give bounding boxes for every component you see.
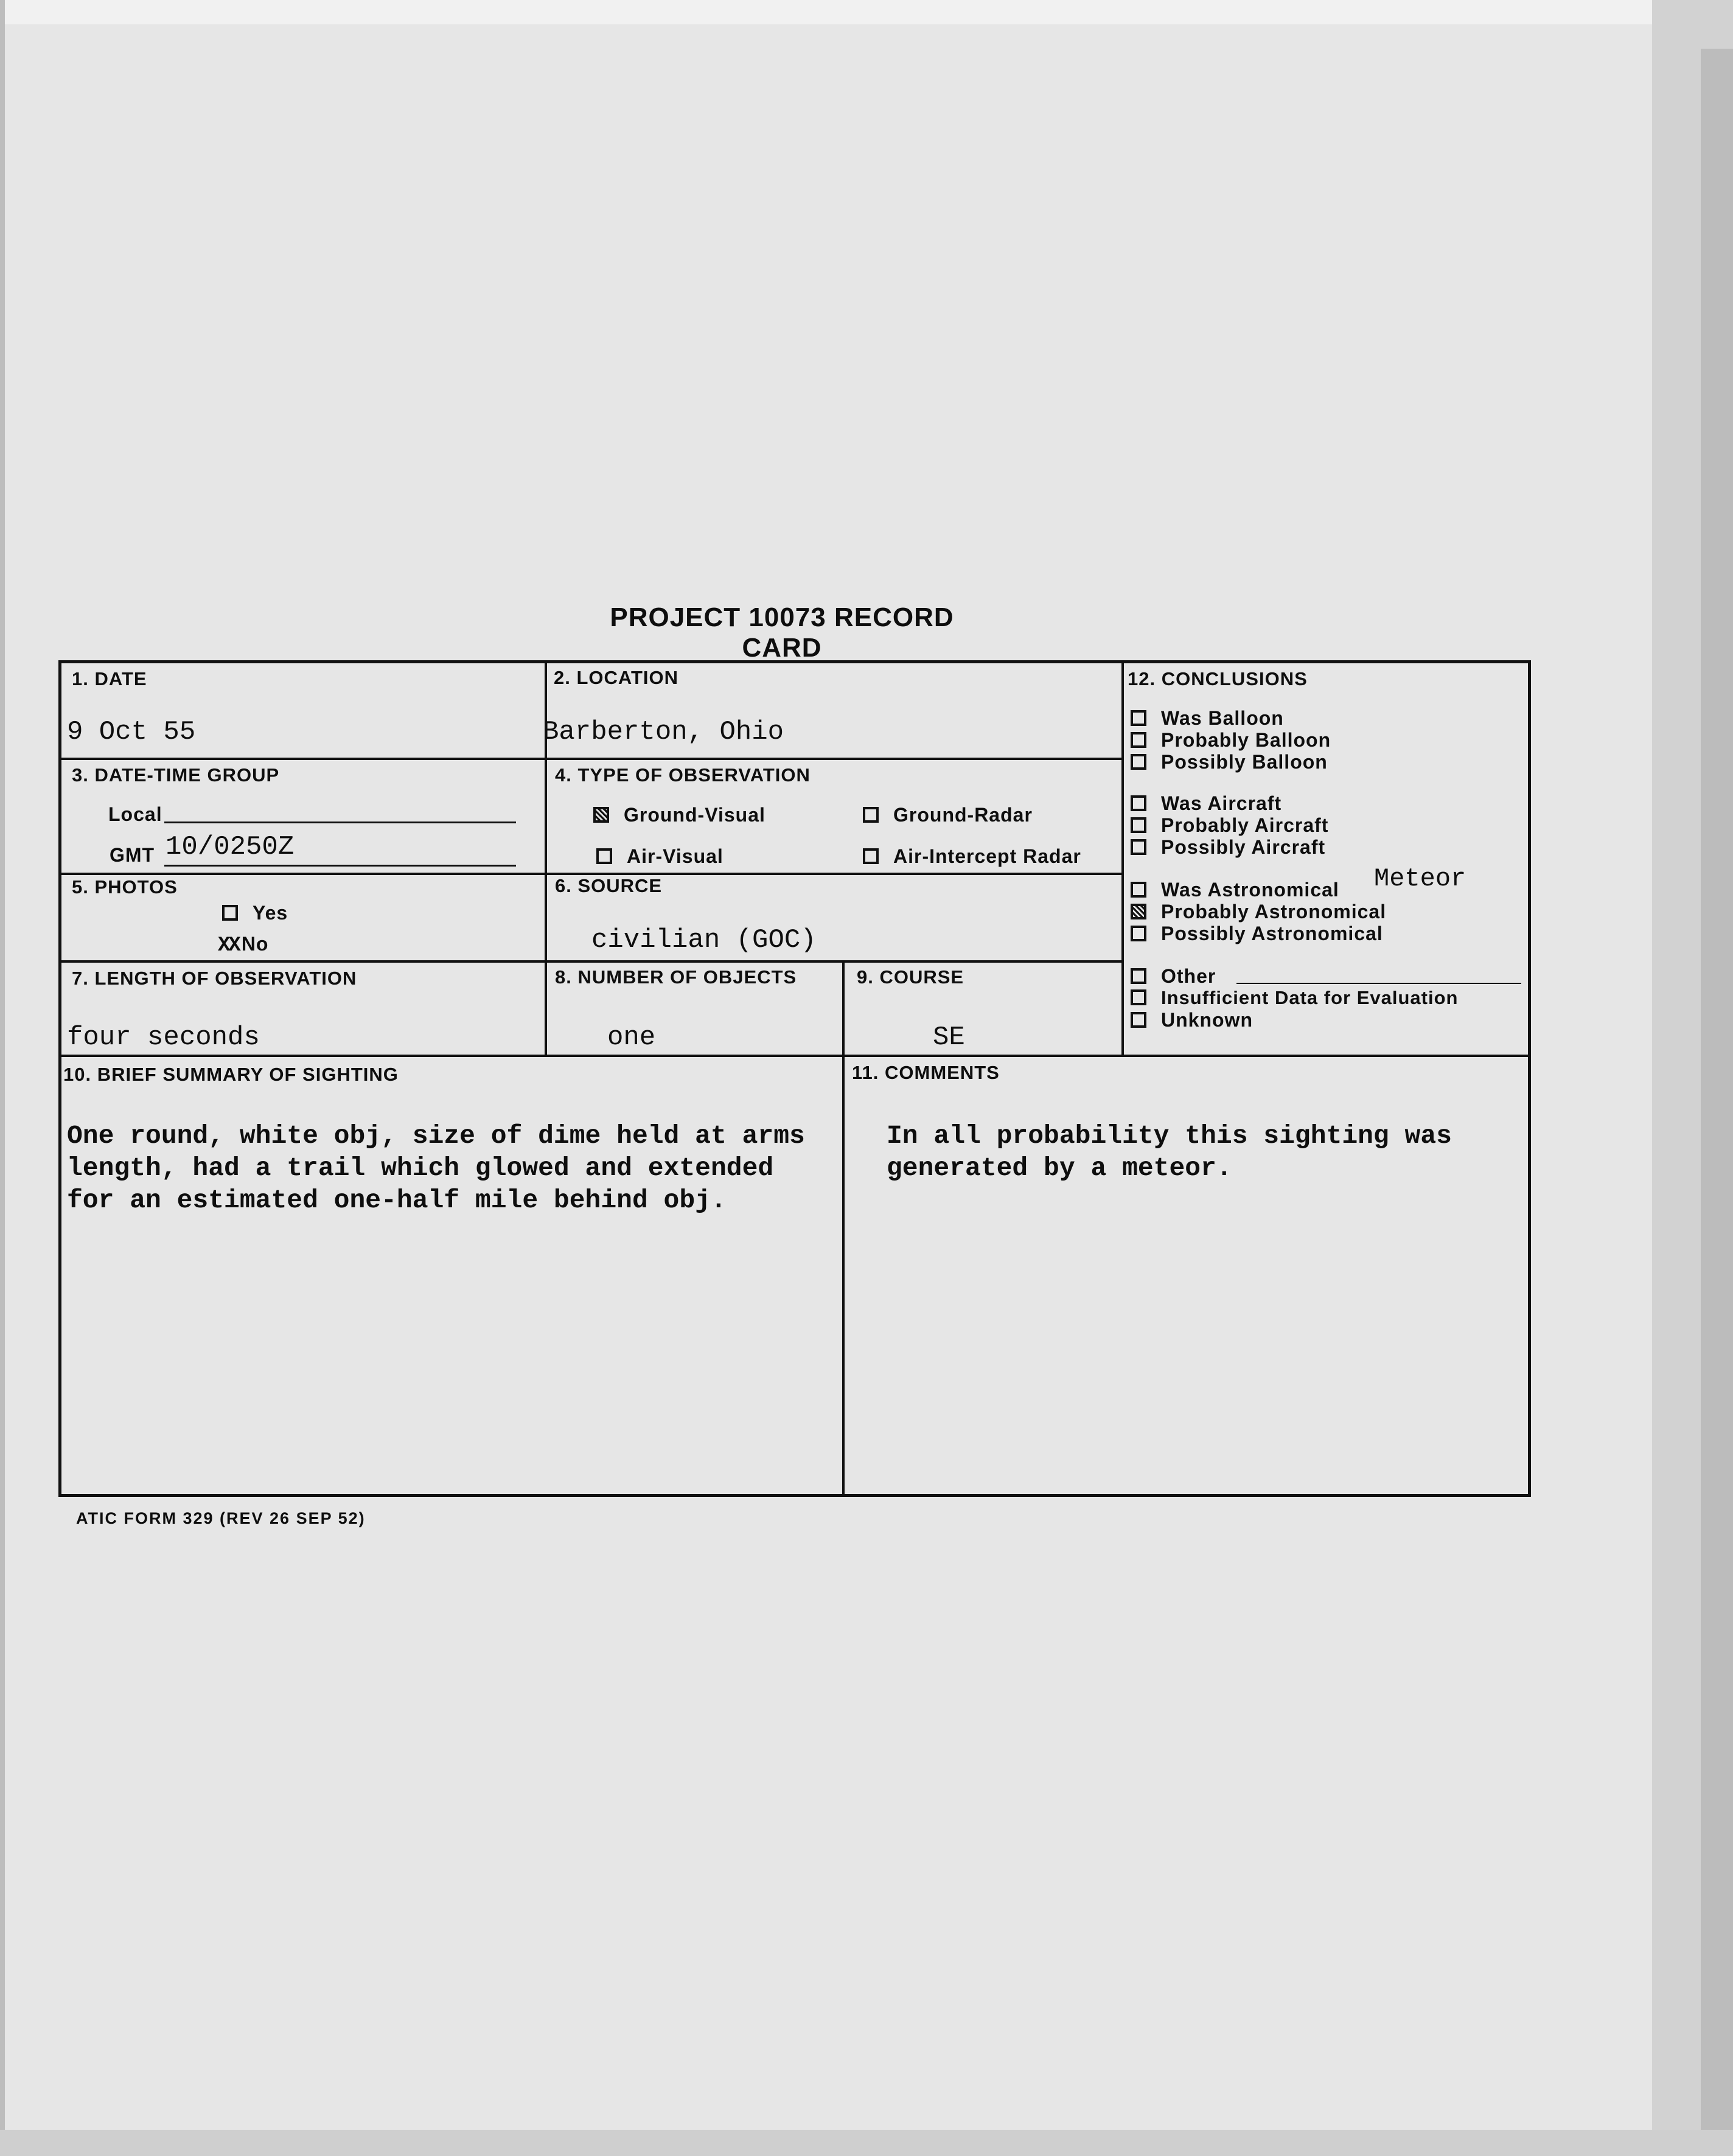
checkbox bbox=[1131, 795, 1146, 811]
observation-type-label: 4. TYPE OF OBSERVATION bbox=[555, 764, 811, 786]
date-value: 9 Oct 55 bbox=[67, 717, 196, 747]
checkbox bbox=[863, 848, 879, 864]
gmt-label: GMT bbox=[110, 844, 155, 866]
obs-air-visual bbox=[596, 845, 724, 868]
conclusion-text: Other bbox=[1161, 965, 1216, 987]
grid-line bbox=[58, 960, 1123, 963]
photos-no bbox=[218, 933, 268, 957]
checkbox bbox=[1131, 926, 1146, 941]
grid-line bbox=[1121, 660, 1124, 1056]
conclusion-item bbox=[1131, 792, 1281, 815]
conclusion-text: Was Astronomical bbox=[1161, 879, 1339, 901]
source-value: civilian (GOC) bbox=[591, 925, 817, 955]
location-label: 2. LOCATION bbox=[554, 667, 679, 688]
photos-no-label: No bbox=[241, 933, 269, 955]
summary-line: One round, white obj, size of dime held at arms bbox=[67, 1121, 805, 1151]
conclusion-item bbox=[1131, 707, 1284, 730]
obs-option-label: Air-Visual bbox=[627, 845, 724, 867]
conclusion-text: Insufficient Data for Evaluation bbox=[1161, 987, 1459, 1008]
conclusion-text: Unknown bbox=[1161, 1009, 1253, 1031]
obs-option-label: Air-Intercept Radar bbox=[893, 845, 1081, 867]
obs-ground-radar bbox=[863, 804, 1033, 826]
scan-bottom-edge bbox=[0, 2130, 1733, 2156]
source-label: 6. SOURCE bbox=[555, 875, 663, 896]
photos-label: 5. PHOTOS bbox=[72, 876, 178, 898]
conclusions-label: 12. CONCLUSIONS bbox=[1128, 668, 1308, 689]
course-value: SE bbox=[933, 1022, 965, 1053]
conclusion-item bbox=[1131, 987, 1458, 1009]
scan-right-edge-shadow bbox=[1701, 49, 1733, 2156]
conclusion-text: Possibly Astronomical bbox=[1161, 923, 1383, 944]
date-label: 1. DATE bbox=[72, 668, 147, 689]
conclusion-text: Probably Aircraft bbox=[1161, 814, 1329, 836]
objects-value: one bbox=[607, 1022, 656, 1053]
checkbox bbox=[222, 905, 238, 921]
conclusion-text: Probably Balloon bbox=[1161, 729, 1331, 751]
grid-line bbox=[842, 960, 845, 1497]
local-label: Local bbox=[108, 803, 162, 825]
conclusion-text: Possibly Balloon bbox=[1161, 751, 1328, 773]
obs-air-intercept-radar bbox=[863, 845, 1081, 868]
conclusion-item bbox=[1131, 836, 1325, 859]
form-footer: ATIC FORM 329 (REV 26 SEP 52) bbox=[76, 1509, 366, 1527]
conclusion-text: Possibly Aircraft bbox=[1161, 836, 1326, 858]
photos-yes bbox=[222, 902, 288, 924]
card-title: PROJECT 10073 RECORD CARD bbox=[610, 602, 954, 663]
comments-line: In all probability this sighting was bbox=[887, 1121, 1452, 1151]
summary-line: length, had a trail which glowed and extended bbox=[67, 1153, 774, 1183]
photos-yes-label: Yes bbox=[253, 902, 288, 924]
checkbox bbox=[1131, 817, 1146, 833]
other-underline bbox=[1236, 983, 1521, 984]
comments-label: 11. COMMENTS bbox=[852, 1062, 1000, 1083]
conclusion-item bbox=[1131, 751, 1328, 773]
length-value: four seconds bbox=[67, 1022, 260, 1053]
conclusion-item bbox=[1131, 729, 1331, 752]
checkbox bbox=[1131, 732, 1146, 748]
obs-option-label: Ground-Visual bbox=[624, 804, 765, 826]
checkbox bbox=[863, 807, 879, 823]
dtg-label: 3. DATE-TIME GROUP bbox=[72, 764, 280, 786]
gmt-underline bbox=[164, 865, 516, 867]
conclusion-text: Was Aircraft bbox=[1161, 792, 1282, 814]
course-label: 9. COURSE bbox=[857, 966, 964, 988]
checkbox-checked bbox=[1131, 904, 1146, 919]
conclusion-text: Was Balloon bbox=[1161, 707, 1284, 729]
checkbox bbox=[1131, 839, 1146, 855]
location-value: Barberton, Ohio bbox=[543, 717, 784, 747]
length-label: 7. LENGTH OF OBSERVATION bbox=[72, 968, 357, 989]
summary-label: 10. BRIEF SUMMARY OF SIGHTING bbox=[63, 1064, 399, 1085]
obs-option-label: Ground-Radar bbox=[893, 804, 1033, 826]
scan-left-edge bbox=[0, 0, 5, 2156]
conclusion-item bbox=[1131, 879, 1339, 901]
conclusion-item bbox=[1131, 1009, 1253, 1031]
local-underline bbox=[164, 822, 516, 823]
scan-top-band bbox=[0, 0, 1733, 24]
conclusion-item bbox=[1131, 923, 1383, 945]
obs-ground-visual bbox=[593, 804, 765, 826]
checkbox bbox=[1131, 754, 1146, 770]
conclusion-item bbox=[1131, 965, 1216, 988]
checkbox bbox=[1131, 989, 1146, 1005]
checkbox bbox=[596, 848, 612, 864]
grid-line bbox=[58, 758, 1123, 760]
conclusion-text: Probably Astronomical bbox=[1161, 901, 1387, 923]
conclusion-item bbox=[1131, 901, 1386, 923]
checkbox bbox=[1131, 882, 1146, 898]
typed-x-mark: XX bbox=[218, 934, 239, 957]
summary-line: for an estimated one-half mile behind obj. bbox=[67, 1185, 727, 1215]
conclusion-item bbox=[1131, 814, 1328, 837]
grid-line bbox=[58, 1055, 1531, 1057]
checkbox bbox=[1131, 968, 1146, 984]
checkbox bbox=[1131, 710, 1146, 726]
conclusion-annotation: Meteor bbox=[1374, 864, 1466, 893]
objects-label: 8. NUMBER OF OBJECTS bbox=[555, 966, 797, 988]
gmt-value: 10/0250Z bbox=[166, 832, 295, 862]
checkbox-checked bbox=[593, 807, 609, 823]
comments-line: generated by a meteor. bbox=[887, 1153, 1232, 1183]
checkbox bbox=[1131, 1012, 1146, 1028]
